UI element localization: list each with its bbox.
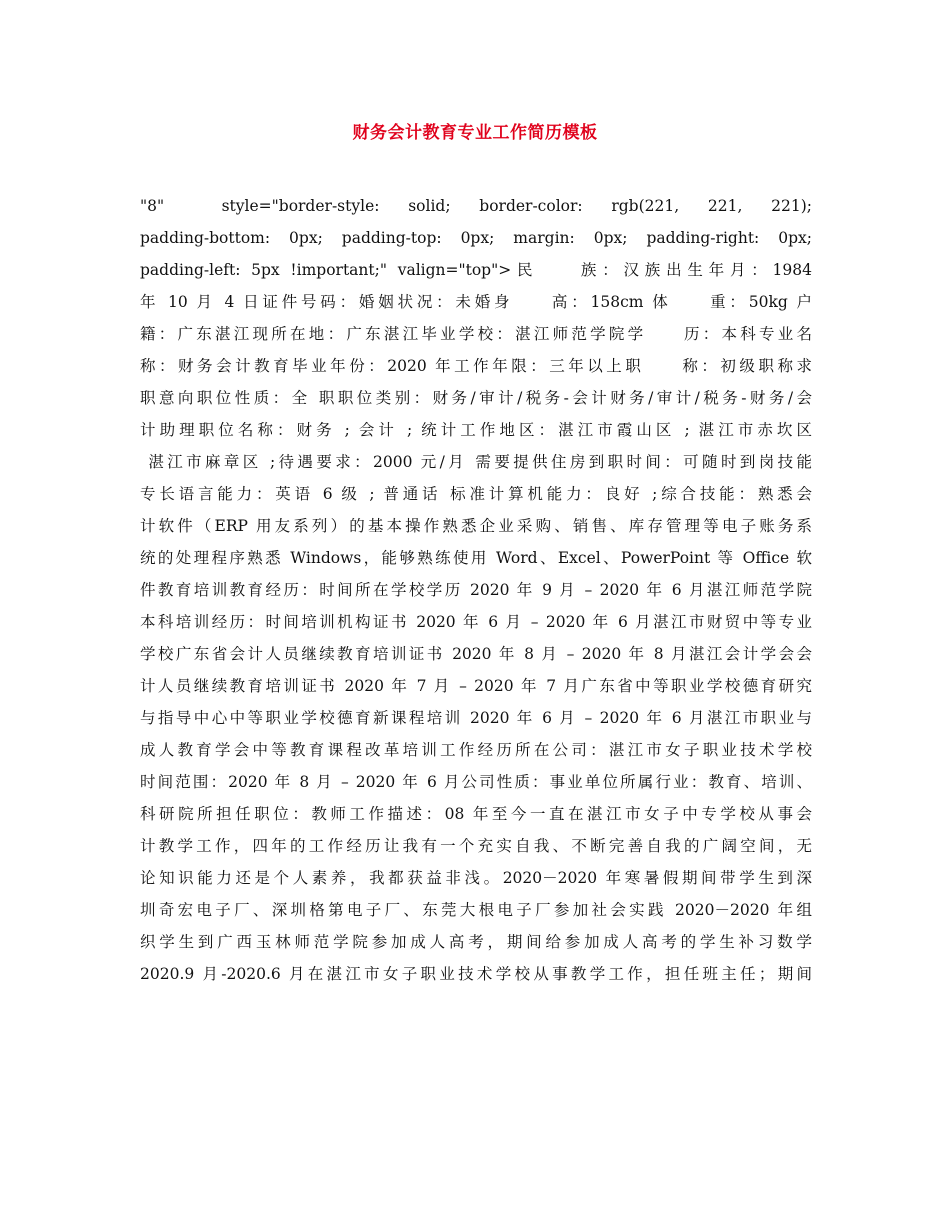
document-line: 籍：广东湛江现所在地：广东湛江毕业学校：湛江师范学院学 历：本科专业名 — [140, 325, 812, 343]
document-line: 职意向职位性质：全 职职位类别：财务/审计/税务-会计财务/审计/税务-财务/会 — [140, 389, 812, 407]
document-line: 计人员继续教育培训证书 2020 年 7 月 – 2020 年 7 月广东省中等职业学校德育研究 — [140, 677, 812, 695]
document-line: 专长语言能力：英语 6 级 ; 普通话 标准计算机能力：良好 ;综合技能：熟悉会 — [140, 485, 812, 503]
document-line: "8" style="border-style: solid; border-color: rgb(221, 221, 221); — [140, 197, 812, 215]
document-line: 成人教育学会中等教育课程改革培训工作经历所在公司：湛江市女子职业技术学校 — [140, 741, 812, 759]
document-line: 科研院所担任职位：教师工作描述：08 年至今一直在湛江市女子中专学校从事会 — [140, 805, 812, 823]
document-line: 件教育培训教育经历：时间所在学校学历 2020 年 9 月 – 2020 年 6 月湛江师范学院 — [140, 581, 812, 599]
document-line: 本科培训经历：时间培训机构证书 2020 年 6 月 – 2020 年 6 月湛江市财贸中等专业 — [140, 613, 812, 631]
document-line: 2020.9 月-2020.6 月在湛江市女子职业技术学校从事教学工作，担任班主任；期间 — [140, 965, 812, 983]
document-line: 湛江市麻章区 ;待遇要求：2000 元/月 需要提供住房到职时间：可随时到岗技能 — [140, 453, 812, 471]
document-line: 学校广东省会计人员继续教育培训证书 2020 年 8 月 – 2020 年 8 月湛江会计学会会 — [140, 645, 812, 663]
document-line: 与指导中心中等职业学校德育新课程培训 2020 年 6 月 – 2020 年 6 月湛江市职业与 — [140, 709, 812, 727]
document-line: 年 10 月 4 日证件号码：婚姻状况：未婚身 高：158cm 体 重：50kg 户 — [140, 293, 812, 311]
document-line: 织学生到广西玉林师范学院参加成人高考，期间给参加成人高考的学生补习数学 — [140, 933, 812, 951]
document-line: padding-bottom: 0px; padding-top: 0px; margin: 0px; padding-right: 0px; — [140, 229, 812, 247]
document-line: 论知识能力还是个人素养，我都获益非浅。2020－2020 年寒暑假期间带学生到深 — [140, 869, 812, 887]
document-body — [140, 190, 812, 990]
document-line: 时间范围：2020 年 8 月 – 2020 年 6 月公司性质：事业单位所属行业：教育、培训、 — [140, 773, 812, 791]
document-line: 计软件（ERP 用友系列）的基本操作熟悉企业采购、销售、库存管理等电子账务系 — [140, 517, 812, 535]
document-line: 圳奇宏电子厂、深圳格第电子厂、东莞大根电子厂参加社会实践 2020－2020 年组 — [140, 901, 812, 919]
document-line: 计助理职位名称：财务 ; 会计 ; 统计工作地区：湛江市霞山区 ; 湛江市赤坎区 — [140, 421, 812, 439]
document-title: 财务会计教育专业工作简历模板 — [352, 123, 598, 143]
document-line: 称：财务会计教育毕业年份：2020 年工作年限：三年以上职 称：初级职称求 — [140, 357, 812, 375]
document-line: 统的处理程序熟悉 Windows，能够熟练使用 Word、Excel、PowerPoint 等 Office 软 — [140, 549, 812, 567]
document-line: padding-left: 5px !important;" valign="top">民 族：汉族出生年月：1984 — [140, 261, 812, 279]
document-line: 计教学工作，四年的工作经历让我有一个充实自我、不断完善自我的广阔空间，无 — [140, 837, 812, 855]
